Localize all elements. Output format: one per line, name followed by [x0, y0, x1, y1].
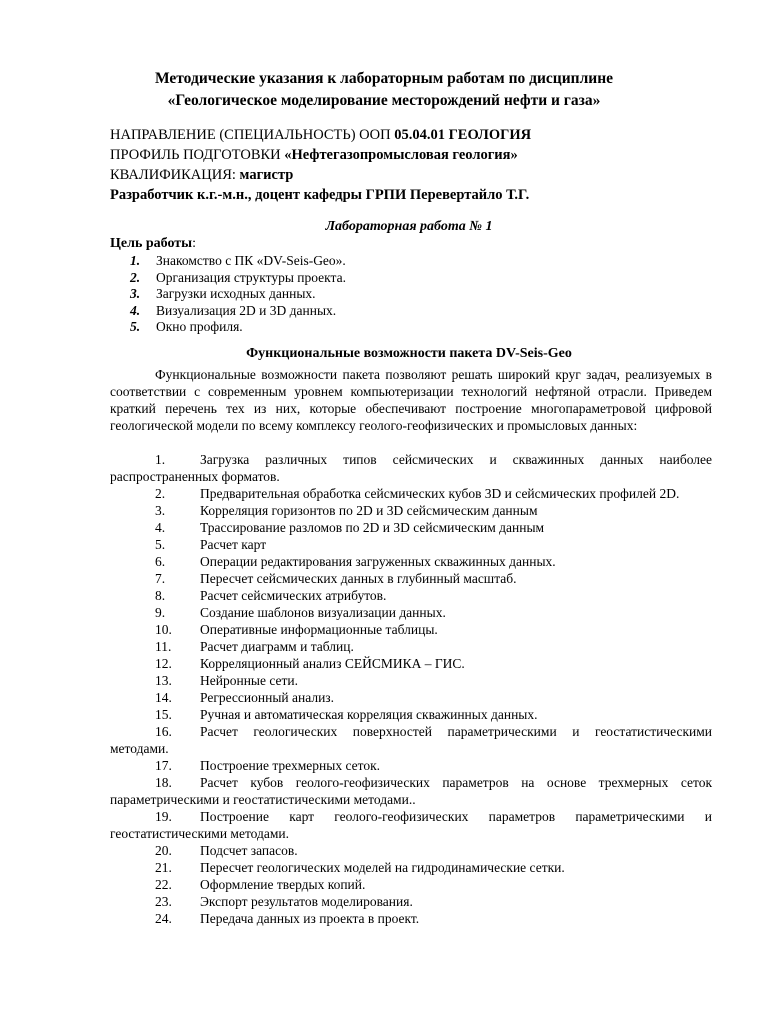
goal-item-number: 4. [130, 302, 141, 318]
function-item-text: Пересчет геологических моделей на гидродинамические сетки. [200, 860, 565, 875]
function-item-text: Подсчет запасов. [200, 843, 298, 858]
goal-item-text: Знакомство с ПК «DV-Seis-Geo». [156, 253, 346, 268]
function-item [110, 876, 712, 893]
goal-item-text: Окно профиля. [156, 319, 243, 334]
function-item [110, 570, 712, 587]
function-item-number: 18. [155, 775, 172, 790]
function-item [110, 893, 712, 910]
function-item [110, 519, 712, 536]
function-item [110, 842, 712, 859]
function-item-text: Корреляционный анализ СЕЙСМИКА – ГИС. [200, 656, 465, 671]
function-item-number: 4. [155, 520, 166, 535]
function-item-number: 23. [155, 894, 172, 909]
function-item-number: 6. [155, 554, 166, 569]
function-item [110, 655, 712, 672]
meta-direction-value: 05.04.01 ГЕОЛОГИЯ [394, 127, 532, 143]
function-item [110, 706, 712, 723]
goal-item-text: Организация структуры проекта. [156, 269, 346, 285]
function-item-text: Создание шаблонов визуализации данных. [200, 605, 446, 620]
function-item [110, 451, 712, 485]
intro-paragraph-text: Функциональные возможности пакета позволяют решать широкий круг задач, реализуемых в соответствии с современным уровнем компьютеризации технологий нефтяной отрасли. Приведем краткий перечень тех из них, которые обеспечивают построение многопараметровой цифровой геологической модели по всему комплексу геолого-геофизических и промысловых данных: [110, 367, 712, 433]
meta-profile-value: «Нефтегазопромысловая геология» [284, 147, 518, 163]
goal-item-text: Загрузки исходных данных. [156, 286, 316, 301]
function-item-text: Расчет геологических поверхностей параметрическими и геостатистическими методами. [110, 724, 712, 756]
meta-qualification-value: магистр [239, 167, 294, 183]
function-item-number: 1. [155, 452, 166, 467]
function-item-text: Расчет сейсмических атрибутов. [200, 588, 387, 603]
meta-direction [110, 126, 531, 145]
function-item-number: 3. [155, 503, 166, 518]
function-item-number: 24. [155, 911, 172, 926]
function-item [110, 638, 712, 655]
function-item-number: 17. [155, 758, 172, 773]
function-item-text: Оформление твердых копий. [200, 877, 366, 892]
function-item [110, 757, 712, 774]
function-item-text: Передача данных из проекта в проект. [200, 911, 420, 926]
document-title-line-2: «Геологическое моделирование месторождений нефти и газа» [167, 92, 601, 109]
function-item-number: 14. [155, 690, 172, 705]
function-item-text: Пересчет сейсмических данных в глубинный масштаб. [200, 571, 517, 586]
function-item-number: 5. [155, 537, 166, 552]
meta-developer [110, 186, 529, 205]
function-item [110, 485, 712, 502]
function-item-number: 9. [155, 605, 166, 620]
goal-item-number: 5. [130, 319, 141, 334]
meta-qualification-label: КВАЛИФИКАЦИЯ: [110, 167, 240, 183]
section-title: Функциональные возможности пакета DV-Seis-Geo [246, 346, 572, 361]
function-item-text: Расчет диаграмм и таблиц. [200, 639, 354, 654]
function-item-number: 11. [155, 639, 172, 654]
function-item [110, 621, 712, 638]
function-item-number: 16. [155, 724, 172, 739]
meta-profile-label: ПРОФИЛЬ ПОДГОТОВКИ [110, 147, 285, 163]
meta-direction-label: НАПРАВЛЕНИЕ (СПЕЦИАЛЬНОСТЬ) ООП [110, 127, 395, 143]
function-item [110, 723, 712, 757]
goal-item [130, 319, 346, 336]
meta-profile [110, 146, 518, 165]
function-item-text: Оперативные информационные таблицы. [200, 622, 438, 637]
function-item [110, 553, 712, 570]
goal-list [130, 253, 346, 336]
goal-item-number: 1. [130, 253, 141, 268]
lab-work-title: Лабораторная работа № 1 [325, 219, 493, 234]
function-item-number: 7. [155, 571, 166, 586]
function-item-text: Расчет кубов геолого-геофизических параметров на основе трехмерных сеток параметрическими и геостатистическими методами.. [110, 775, 712, 807]
function-item [110, 604, 712, 621]
function-item-number: 15. [155, 707, 172, 722]
document-title-line-1: Методические указания к лабораторным работам по дисциплине [154, 70, 614, 87]
function-item-number: 10. [155, 622, 172, 637]
function-item-text: Ручная и автоматическая корреляция скважинных данных. [200, 707, 538, 722]
function-item-text: Нейронные сети. [200, 673, 299, 688]
function-item-text: Трассирование разломов по 2D и 3D сейсмическим данным [200, 520, 545, 535]
function-item-text: Построение карт геолого-геофизических параметров параметрическими и геостатистическими методами. [110, 809, 712, 841]
function-item-number: 2. [155, 486, 166, 501]
function-item [110, 536, 712, 553]
function-item [110, 808, 712, 842]
functions-list [110, 451, 712, 927]
function-item-number: 21. [155, 860, 172, 875]
function-item-text: Регрессионный анализ. [200, 690, 335, 705]
function-item-text: Предварительная обработка сейсмических кубов 3D и сейсмических профилей 2D. [200, 486, 680, 501]
goal-item [130, 303, 346, 320]
intro-paragraph [110, 366, 712, 434]
meta-qualification [110, 166, 293, 185]
goal-item-text: Визуализация 2D и 3D данных. [156, 302, 337, 318]
function-item-text: Загрузка различных типов сейсмических и скважинных данных наиболее распространенных форматов. [110, 452, 712, 484]
goal-item [130, 286, 346, 303]
function-item-number: 19. [155, 809, 172, 824]
goal-heading-colon: : [192, 236, 196, 251]
function-item-number: 12. [155, 656, 172, 671]
goal-heading-text: Цель работы [110, 236, 193, 251]
function-item [110, 689, 712, 706]
function-item-number: 22. [155, 877, 172, 892]
function-item-text: Экспорт результатов моделирования. [200, 894, 413, 909]
function-item [110, 672, 712, 689]
function-item-text: Расчет карт [200, 537, 267, 552]
function-item-text: Построение трехмерных сеток. [200, 758, 381, 773]
function-item-number: 8. [155, 588, 166, 603]
function-item [110, 502, 712, 519]
function-item [110, 774, 712, 808]
function-item [110, 910, 712, 927]
goal-item-number: 3. [130, 286, 141, 301]
goal-item [130, 253, 346, 270]
function-item-number: 20. [155, 843, 172, 858]
function-item-text: Операции редактирования загруженных скважинных данных. [200, 554, 556, 569]
function-item [110, 859, 712, 876]
function-item-number: 13. [155, 673, 172, 688]
function-item [110, 587, 712, 604]
meta-developer-value: Разработчик к.г.-м.н., доцент кафедры ГРПИ Перевертайло Т.Г. [110, 187, 530, 203]
function-item-text: Корреляция горизонтов по 2D и 3D сейсмическим данным [200, 503, 538, 518]
goal-item-number: 2. [130, 269, 141, 285]
goal-heading [110, 236, 196, 252]
goal-item [130, 270, 346, 287]
